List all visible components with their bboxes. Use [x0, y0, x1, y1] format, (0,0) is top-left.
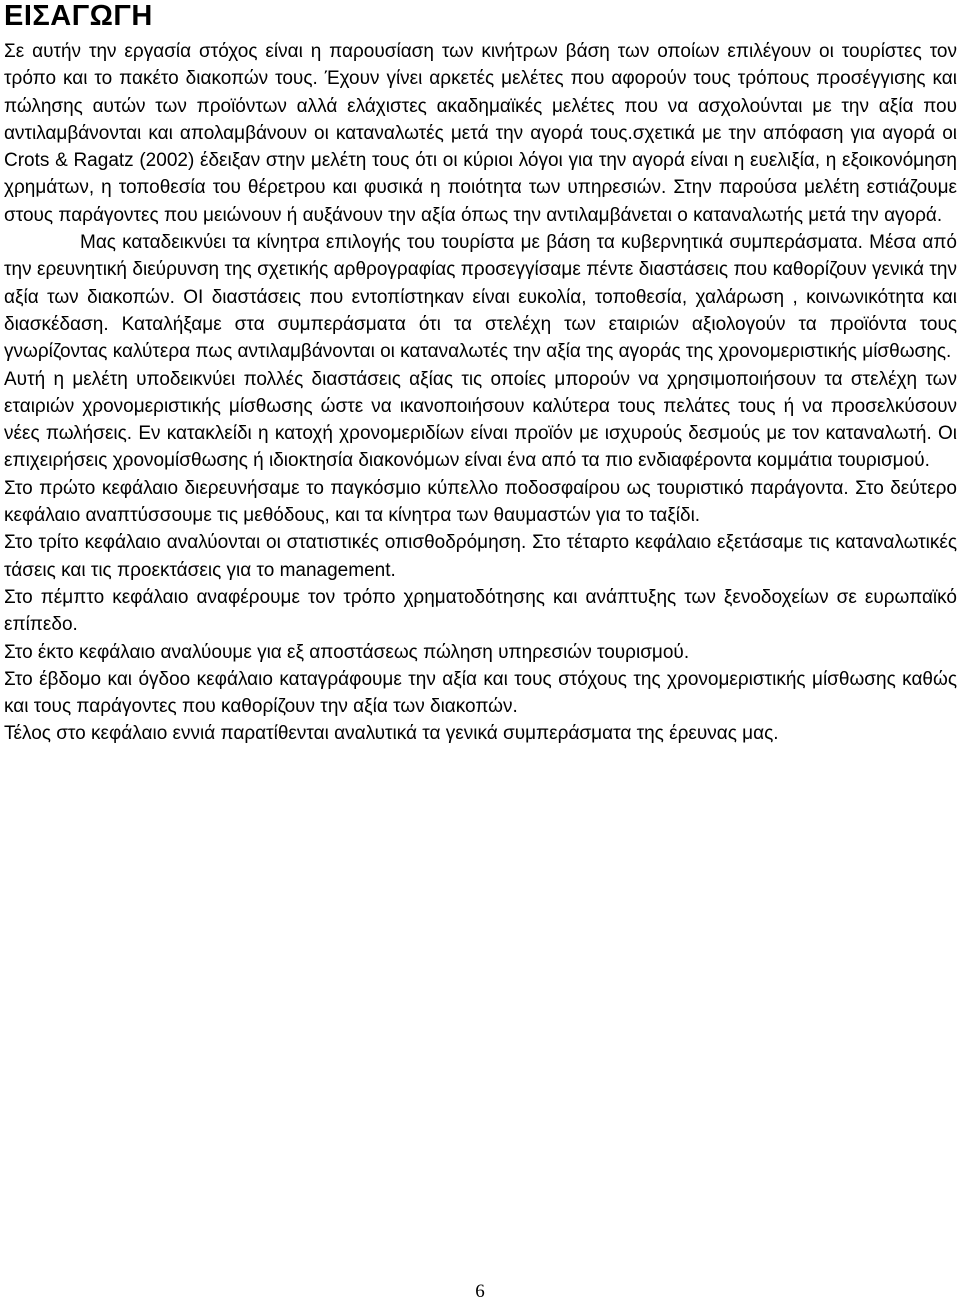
- paragraph-chapter-5: Στο πέμπτο κεφάλαιο αναφέρουμε τον τρόπο χρηματοδότησης και ανάπτυξης των ξενοδοχείων σε ευρωπαϊκό επίπεδο.: [4, 586, 957, 636]
- paragraph-study: Αυτή η μελέτη υποδεικνύει πολλές διαστάσεις αξίας τις οποίες μπορούν να χρησιμοποιήσουν τα στελέχη των εταιριών χρονομεριστικής μίσθωσης ώστε να ικανοποιήσουν καλύτερα τους πελάτες τους ή να προσελκύσουν νέες πωλήσεις. Εν κατακλείδι η κατοχή χρονομεριδίων είναι προϊόν με ισχυρούς δεσμούς με τον καταναλωτή. Οι επιχειρήσεις χρονομίσθωσης ή ιδιοκτησία διακονόμων είναι ένα από τα πιο ενδιαφέροντα κομμάτια τουρισμού.: [4, 368, 957, 472]
- paragraph-chapters-7-8: Στο έβδομο και όγδοο κεφάλαιο καταγράφουμε την αξία και τους στόχους της χρονομεριστικής μίσθωσης καθώς και τους παράγοντες που καθορίζουν την αξία των διακοπών.: [4, 668, 957, 718]
- document-page: [4, 0, 957, 748]
- document-body: [4, 38, 957, 748]
- paragraph-chapters-1-2: Στο πρώτο κεφάλαιο διερευνήσαμε το παγκόσμιο κύπελλο ποδοσφαίρου ως τουριστικό παράγοντα. Στο δεύτερο κεφάλαιο αναπτύσσουμε τις μεθόδους, και τα κίνητρα των θαυμαστών για το ταξίδι.: [4, 477, 957, 527]
- paragraph-chapter-9: Τέλος στο κεφάλαιο εννιά παρατίθενται αναλυτικά τα γενικά συμπεράσματα της έρευνας μας.: [4, 723, 779, 745]
- paragraph-chapter-6: Στο έκτο κεφάλαιο αναλύουμε για εξ αποστάσεως πώληση υπηρεσιών τουρισμού.: [4, 641, 690, 663]
- paragraph-motives: Μας καταδεικνύει τα κίνητρα επιλογής του τουρίστα με βάση τα κυβερνητικά συμπεράσματα. Μέσα από την ερευνητική διεύρυνση της σχετικής αρθρογραφίας προσεγγίσαμε πέντε διαστάσεις που καθορίζουν γενικά την αξία των διακοπών. ΟΙ διαστάσεις που εντοπίστηκαν είναι ευκολία, τοποθεσία, χαλάρωση , κοινωνικότητα και διασκέδαση. Καταλήξαμε στα συμπεράσματα ότι τα στελέχη των εταιριών αξιολογούν τα προϊόντα τους γνωρίζοντας καλύτερα πως αντιλαμβάνονται οι καταναλωτές την αξία της αγοράς της χρονομεριστικής μίσθωσης.: [4, 232, 957, 363]
- section-heading: ΕΙΣΑΓΩΓΗ: [4, 0, 153, 32]
- page-number: 6: [475, 1281, 485, 1302]
- paragraph-chapters-3-4: Στο τρίτο κεφάλαιο αναλύονται οι στατιστικές οπισθοδρόμηση. Στο τέταρτο κεφάλαιο εξετάσαμε τις καταναλωτικές τάσεις και τις προεκτάσεις για το management.: [4, 532, 957, 581]
- paragraph-intro: Σε αυτήν την εργασία στόχος είναι η παρουσίαση των κινήτρων βάση των οποίων επιλέγουν οι τουρίστες τον τρόπο και το πακέτο διακοπών τους. Έχουν γίνει αρκετές μελέτες που αφορούν τους τρόπους προσέγγισης και πώλησης αυτών των προϊόντων αλλά ελάχιστες ακαδημαϊκές μελέτες που να ασχολούνται με την αξία που αντιλαμβάνονται και απολαμβάνουν οι καταναλωτές μετά την αγορά τους.σχετικά με την απόφαση για αγορά οι Crots & Ragatz (2002) έδειξαν στην μελέτη τους ότι οι κύριοι λόγοι για την αγορά είναι η ευελιξία, η εξοικονόμηση χρημάτων, η τοποθεσία του θέρετρου και φυσικά η ποιότητα των υπηρεσιών. Στην παρούσα μελέτη εστιάζουμε στους παράγοντες που μειώνουν ή αυξάνουν την αξία όπως την αντιλαμβάνεται ο καταναλωτής μετά την αγορά.: [4, 41, 957, 226]
